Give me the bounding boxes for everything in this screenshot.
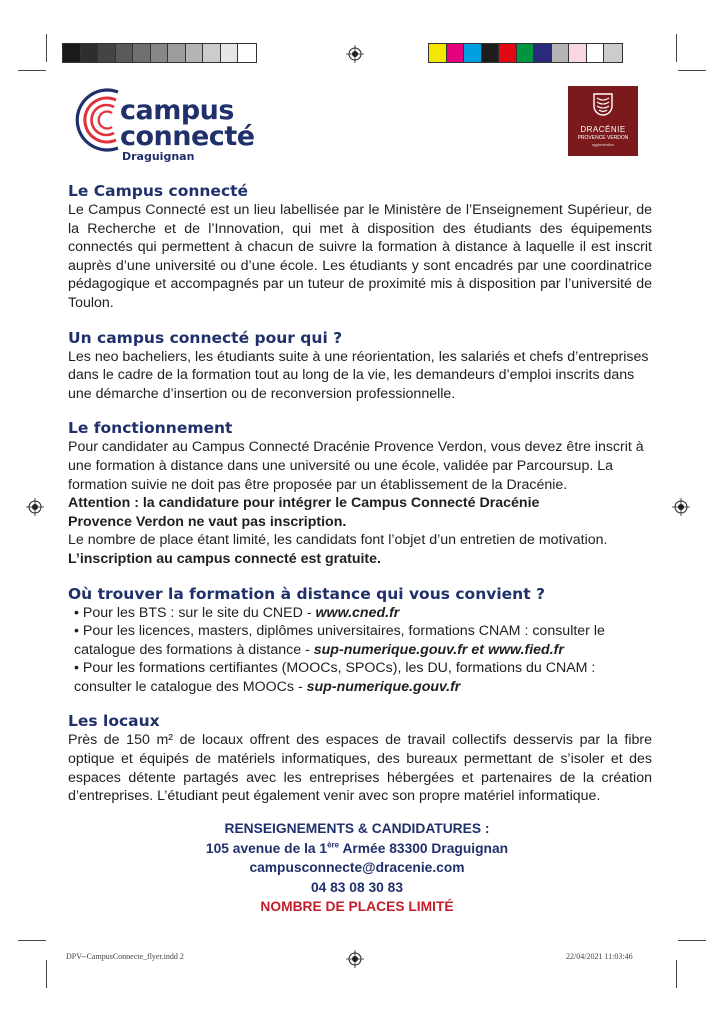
grey-calibration-bar — [62, 43, 257, 63]
partner-tagline: agglomération — [591, 143, 615, 147]
registration-mark-icon — [346, 45, 364, 63]
calibration-swatch — [464, 44, 482, 62]
crop-mark — [18, 70, 46, 71]
attention-note: Attention : la candidature pour intégrer le Campus Connecté Dracénie Provence Verdon ne vaut pas inscription. — [68, 495, 540, 530]
address-text: 105 avenue de la 1 — [205, 840, 328, 856]
crop-mark — [676, 960, 677, 988]
section-text: Les neo bacheliers, les étudiants suite à une réorientation, les salariés et chefs d’entreprises dans le cadre de la formation tout au long de la vie, les demandeurs d’emploi inscrits dans une démarche d’insertion ou de reconversion professionnelle. — [68, 348, 649, 402]
sup-numerique-link[interactable]: sup-numerique.gouv.fr et — [313, 641, 488, 658]
list-item — [68, 659, 652, 696]
registration-mark-icon — [346, 950, 364, 968]
partner-name: DRACÉNIE — [580, 125, 626, 134]
mooc-link[interactable]: sup-numerique.gouv.fr — [306, 678, 461, 695]
calibration-swatch — [203, 44, 221, 62]
contact-phone[interactable]: 04 83 08 30 83 — [310, 879, 404, 895]
calibration-swatch — [116, 44, 134, 62]
calibration-swatch — [499, 44, 517, 62]
calibration-swatch — [186, 44, 204, 62]
partner-subtitle: PROVENCE VERDON — [577, 135, 629, 141]
calibration-swatch — [587, 44, 605, 62]
cned-link[interactable]: www.cned.fr — [315, 604, 400, 621]
registration-mark-icon — [26, 498, 44, 516]
calibration-swatch — [98, 44, 116, 62]
contact-address — [150, 839, 564, 859]
contact-heading: RENSEIGNEMENTS & CANDIDATURES : — [224, 821, 490, 836]
section-text: Le nombre de place étant limité, les candidats font l’objet d’un entretien de motivation. — [68, 532, 608, 549]
address-sup: ère — [327, 840, 340, 849]
calibration-swatch — [429, 44, 447, 62]
list-item-text: • Pour les BTS : sur le site du CNED - — [74, 604, 316, 621]
calibration-swatch — [482, 44, 500, 62]
logo-line-2: connecté — [120, 121, 255, 152]
section-title: Un campus connecté pour qui ? — [68, 328, 343, 347]
address-text: Armée 83300 Draguignan — [339, 840, 509, 856]
section-title: Le Campus connecté — [68, 182, 249, 200]
logo-city: Draguignan — [122, 150, 195, 163]
crop-mark — [676, 34, 677, 62]
dracenie-logo — [568, 86, 638, 156]
list-item — [68, 622, 652, 659]
free-registration-note: L’inscription au campus connecté est gratuite. — [68, 550, 381, 567]
limited-places-notice: NOMBRE DE PLACES LIMITÉ — [260, 899, 454, 915]
section-locaux — [68, 711, 652, 805]
list-item-text: • Pour les licences, masters, diplômes universitaires, formations CNAM : consulter le catalogue des formations à distance - — [74, 623, 605, 658]
section-pour-qui — [68, 328, 652, 404]
crop-mark — [678, 70, 706, 71]
fied-link[interactable]: www.fied.fr — [487, 641, 564, 658]
calibration-swatch — [534, 44, 552, 62]
section-text: Pour candidater au Campus Connecté Dracénie Provence Verdon, vous devez être inscrit à une formation à distance dans une université ou une école, validée par Parcoursup. La formation suivie ne doit pas être proposée par un établissement de la Dracénie. — [68, 439, 644, 493]
campus-connecte-logo — [120, 95, 255, 164]
contact-block — [150, 819, 564, 917]
calibration-swatch — [552, 44, 570, 62]
campus-connecte-arcs-icon — [72, 84, 124, 156]
section-formation — [68, 584, 652, 697]
color-calibration-bar — [428, 43, 623, 63]
calibration-swatch — [238, 44, 256, 62]
dracenie-emblem-icon — [592, 92, 614, 120]
section-title: Le fonctionnement — [68, 419, 233, 438]
calibration-swatch — [151, 44, 169, 62]
crop-mark — [18, 940, 46, 941]
flyer-content — [68, 181, 652, 821]
calibration-swatch — [447, 44, 465, 62]
calibration-swatch — [63, 44, 81, 62]
calibration-swatch — [168, 44, 186, 62]
crop-mark — [46, 34, 47, 62]
calibration-swatch — [81, 44, 99, 62]
footer-timestamp: 22/04/2021 11:03:46 — [566, 952, 633, 961]
crop-mark — [46, 960, 47, 988]
list-item — [68, 604, 652, 623]
logo-line-1: campus — [120, 95, 234, 126]
section-text: Le Campus Connecté est un lieu labellisée par le Ministère de l’Enseignement Supérieur, de la Recherche et de l’Innovation, qui met à disposition des étudiants des équipements connectés qui permettent à chacun de suivre la formation à distance à laquelle il est inscrit auprès d’une université ou d’une école. Les étudiants y sont encadrés par une coordinatrice pédagogique et accompagnés par un tuteur de proximité mis à disposition par l’université de Toulon. — [68, 202, 652, 311]
list-item-text: • Pour les formations certifiantes (MOOCs, SPOCs), les DU, formations du CNAM : consulter le catalogue des MOOCs - — [74, 660, 596, 695]
registration-mark-icon — [672, 498, 690, 516]
calibration-swatch — [517, 44, 535, 62]
calibration-swatch — [221, 44, 239, 62]
crop-mark — [678, 940, 706, 941]
section-fonctionnement — [68, 418, 652, 568]
calibration-swatch — [569, 44, 587, 62]
section-title: Où trouver la formation à distance qui vous convient ? — [68, 584, 545, 603]
calibration-swatch — [133, 44, 151, 62]
section-text: Près de 150 m² de locaux offrent des espaces de travail collectifs desservis par la fibre optique et équipés de matériels informatiques, des bureaux permettant de s’isoler et des espaces détente partagés avec les entreprises hébergées et partenaires de la création d’entreprises. L’étudiant peut également venir avec son propre matériel informatique. — [68, 732, 652, 805]
section-campus — [68, 181, 652, 313]
section-title: Les locaux — [68, 712, 160, 731]
footer-filename: DPV--CampusConnecte_flyer.indd 2 — [66, 952, 184, 961]
contact-email[interactable]: campusconnecte@dracenie.com — [249, 860, 465, 876]
calibration-swatch — [604, 44, 622, 62]
